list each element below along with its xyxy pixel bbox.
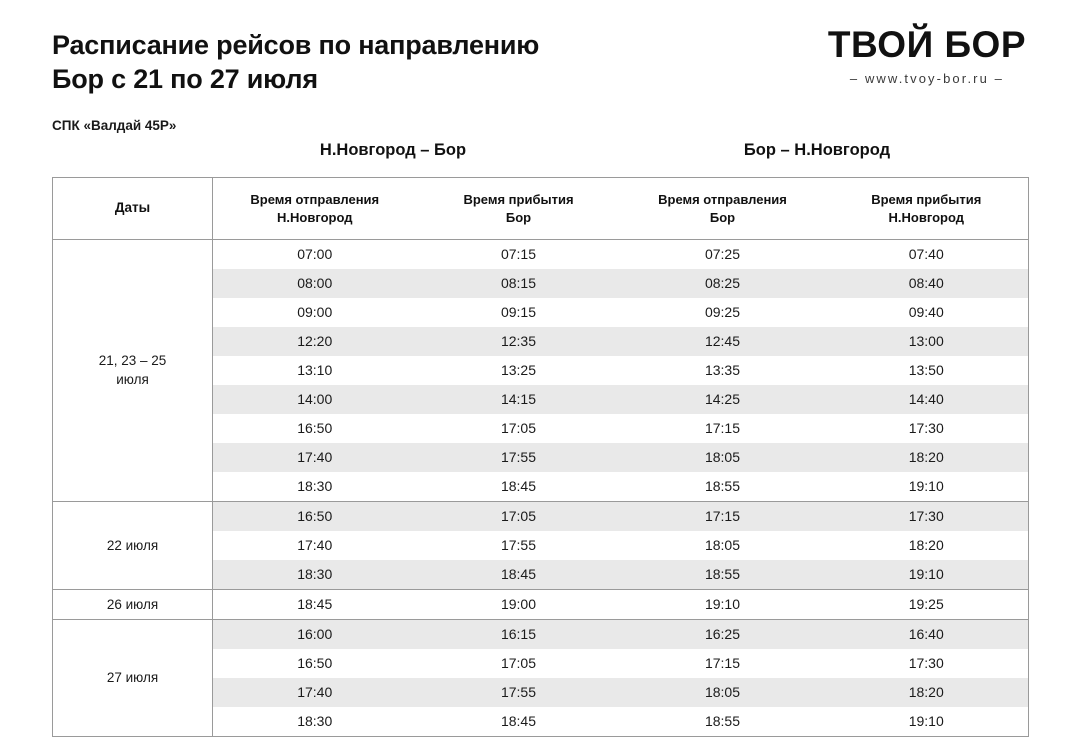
depart-bor-cell: 18:05 <box>621 443 825 472</box>
arrive-nn-cell: 19:10 <box>908 478 944 495</box>
arrive-nn-cell: 13:50 <box>908 362 944 379</box>
depart-bor-cell: 18:05 <box>704 537 741 554</box>
arrive-bor-cell: 17:55 <box>500 537 537 554</box>
arrive-nn-cell: 17:30 <box>825 502 1029 532</box>
column-header-arrive-bor: Время прибытия Бор <box>417 178 621 240</box>
arrive-bor-cell: 18:45 <box>500 478 537 495</box>
table-row <box>53 590 1029 620</box>
column-header-depart-bor: Время отправления Бор <box>621 178 825 240</box>
depart-nn-cell: 17:40 <box>297 537 333 554</box>
depart-bor-cell: 18:55 <box>704 713 741 730</box>
arrive-nn-cell: 19:10 <box>825 560 1029 590</box>
arrive-bor-cell: 16:15 <box>417 620 621 650</box>
direction-captions <box>52 141 1028 175</box>
column-header-dates: Даты <box>53 178 213 240</box>
arrive-bor-cell: 14:15 <box>417 385 621 414</box>
depart-nn-cell: 18:30 <box>297 713 333 730</box>
table-body <box>53 240 1029 737</box>
depart-bor-cell: 09:25 <box>704 304 741 321</box>
arrive-nn-cell: 19:25 <box>825 590 1029 620</box>
arrive-bor-cell: 17:05 <box>500 420 537 437</box>
brand-name: ТВОЙ БОР <box>827 24 1026 65</box>
depart-nn-cell: 18:30 <box>213 560 417 590</box>
arrive-bor-cell: 17:55 <box>417 443 621 472</box>
depart-nn-cell: 12:20 <box>213 327 417 356</box>
depart-bor-cell: 14:25 <box>621 385 825 414</box>
dates-cell: 26 июля <box>53 590 213 620</box>
arrive-bor-cell: 17:05 <box>500 655 537 672</box>
brand-website: – www.tvoy-bor.ru – <box>849 71 1004 86</box>
arrive-bor-cell: 12:35 <box>417 327 621 356</box>
depart-nn-cell: 13:10 <box>297 362 333 379</box>
depart-bor-cell: 17:15 <box>621 502 825 532</box>
arrive-bor-cell: 09:15 <box>500 304 537 321</box>
vessel-subtitle: СПК «Валдай 45Р» <box>52 118 177 134</box>
dates-cell: 21, 23 – 25 июля <box>53 240 213 502</box>
depart-bor-cell: 17:15 <box>704 655 741 672</box>
depart-bor-cell: 18:55 <box>621 560 825 590</box>
dates-cell: 27 июля <box>53 620 213 737</box>
arrive-bor-cell: 18:45 <box>417 560 621 590</box>
depart-nn-cell: 16:50 <box>297 655 333 672</box>
page-header <box>52 22 1028 133</box>
header-text-block <box>52 22 539 133</box>
arrive-nn-cell: 18:20 <box>908 537 944 554</box>
depart-bor-cell: 07:25 <box>704 246 741 263</box>
arrive-nn-cell: 09:40 <box>908 304 944 321</box>
depart-nn-cell: 16:00 <box>213 620 417 650</box>
depart-bor-cell: 08:25 <box>621 269 825 298</box>
page-title: Расписание рейсов по направлению Бор с 21 по 27 июля <box>52 30 540 95</box>
arrive-bor-cell: 07:15 <box>500 246 537 263</box>
arrive-nn-cell: 18:20 <box>825 443 1029 472</box>
column-header-depart-nn: Время отправления Н.Новгород <box>213 178 417 240</box>
table-row <box>53 240 1029 270</box>
arrive-nn-cell: 16:40 <box>825 620 1029 650</box>
arrive-nn-cell: 18:20 <box>825 678 1029 707</box>
arrive-bor-cell: 18:45 <box>500 713 537 730</box>
table-header <box>53 178 1029 240</box>
direction-caption-nn-bor: Н.Новгород – Бор <box>319 141 467 160</box>
depart-bor-cell: 13:35 <box>704 362 741 379</box>
arrive-nn-cell: 13:00 <box>825 327 1029 356</box>
arrive-bor-cell: 08:15 <box>417 269 621 298</box>
depart-bor-cell: 12:45 <box>621 327 825 356</box>
arrive-nn-cell: 17:30 <box>908 655 944 672</box>
brand-logo <box>828 22 1028 86</box>
depart-nn-cell: 17:40 <box>213 678 417 707</box>
depart-nn-cell: 14:00 <box>213 385 417 414</box>
depart-bor-cell: 19:10 <box>621 590 825 620</box>
depart-nn-cell: 09:00 <box>297 304 333 321</box>
table-header-row <box>53 178 1029 240</box>
depart-nn-cell: 18:45 <box>213 590 417 620</box>
arrive-nn-cell: 14:40 <box>825 385 1029 414</box>
arrive-bor-cell: 19:00 <box>417 590 621 620</box>
depart-nn-cell: 16:50 <box>297 420 333 437</box>
depart-bor-cell: 18:05 <box>621 678 825 707</box>
depart-bor-cell: 17:15 <box>704 420 741 437</box>
depart-nn-cell: 07:00 <box>297 246 333 263</box>
arrive-nn-cell: 17:30 <box>908 420 944 437</box>
arrive-nn-cell: 08:40 <box>825 269 1029 298</box>
arrive-bor-cell: 17:55 <box>417 678 621 707</box>
depart-nn-cell: 16:50 <box>213 502 417 532</box>
arrive-bor-cell: 17:05 <box>417 502 621 532</box>
depart-nn-cell: 08:00 <box>213 269 417 298</box>
table-row <box>53 620 1029 650</box>
table-row <box>53 502 1029 532</box>
arrive-nn-cell: 07:40 <box>908 246 944 263</box>
schedule-table <box>52 177 1029 737</box>
depart-nn-cell: 18:30 <box>297 478 333 495</box>
column-header-arrive-nn: Время прибытия Н.Новгород <box>825 178 1029 240</box>
depart-bor-cell: 18:55 <box>704 478 741 495</box>
dates-cell: 22 июля <box>53 502 213 590</box>
direction-caption-bor-nn: Бор – Н.Новгород <box>743 141 891 160</box>
depart-bor-cell: 16:25 <box>621 620 825 650</box>
depart-nn-cell: 17:40 <box>213 443 417 472</box>
arrive-bor-cell: 13:25 <box>500 362 537 379</box>
arrive-nn-cell: 19:10 <box>908 713 944 730</box>
